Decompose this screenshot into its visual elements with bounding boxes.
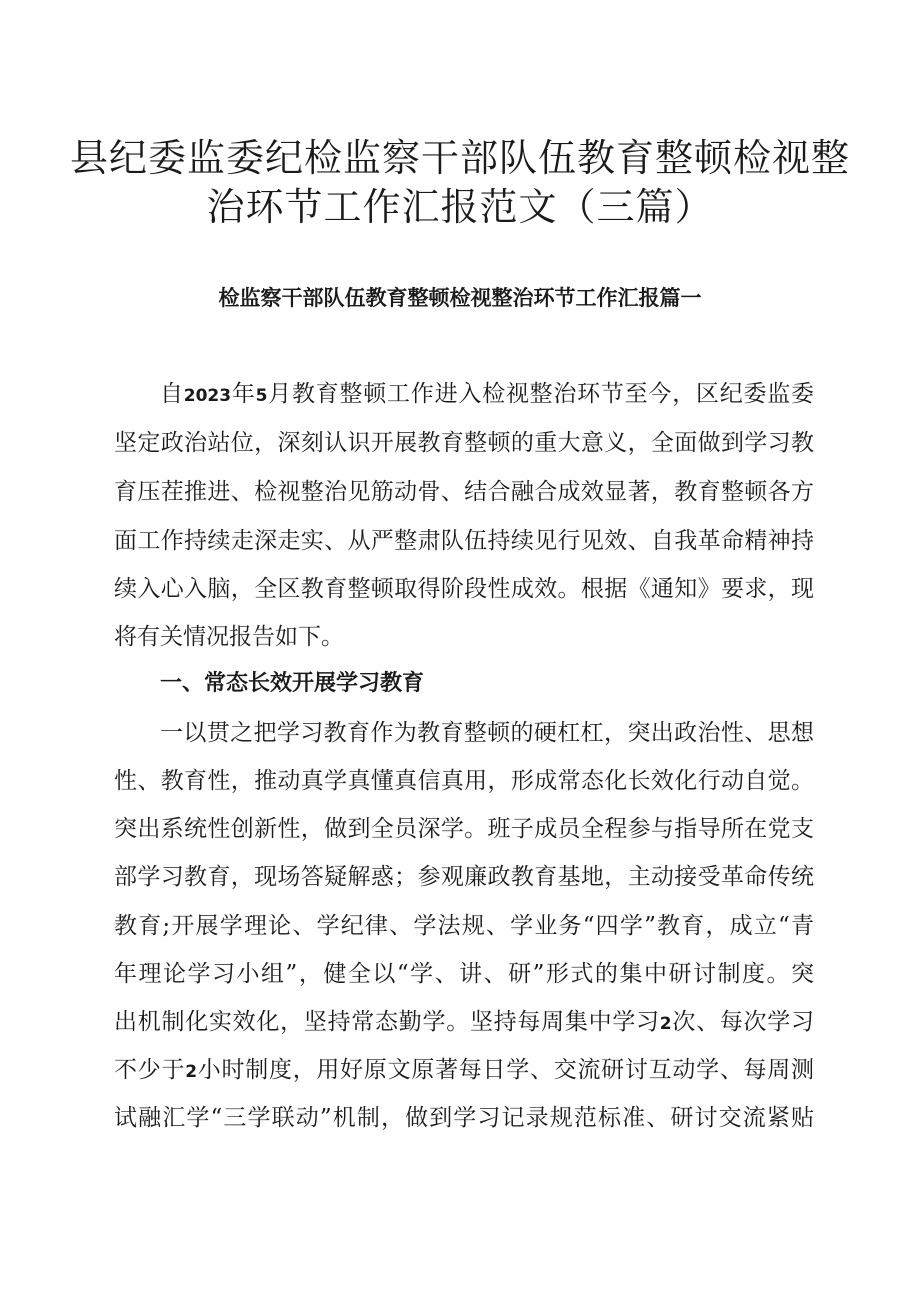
paragraph-2-line-9: 试融汇学“三学联动”机制，做到学习记录规范标准、研讨交流紧贴 — [114, 1105, 814, 1131]
paragraph-2-line-8 — [114, 1054, 814, 1088]
paragraph-1-line-6: 将有关情况报告如下。 — [114, 624, 344, 650]
p1-month: 5 — [255, 386, 268, 406]
p2-text: 不少于 — [114, 1057, 186, 1083]
p2-text: 小时制度，用好原文原著每日学、交流研讨互动学、每周测 — [197, 1057, 815, 1083]
p2-number: 2 — [659, 1014, 672, 1034]
paragraph-1-line-5: 续入心入脑，全区教育整顿取得阶段性成效。根据《通知》要求，现 — [114, 576, 814, 602]
paragraph-1-line-2: 坚定政治站位，深刻认识开展教育整顿的重大意义，全面做到学习教 — [114, 430, 814, 456]
paragraph-1-line-3: 育压茬推进、检视整治见筋动骨、结合融合成效显著，教育整顿各方 — [114, 479, 814, 505]
p1-text: 自 — [160, 381, 184, 407]
p1-text: 年 — [231, 381, 256, 407]
paragraph-2-line-7 — [114, 1006, 814, 1040]
p2-number: 2 — [185, 1062, 198, 1082]
document-title-line-1: 县纪委监委纪检监察干部队伍教育整顿检视整 — [69, 136, 850, 180]
paragraph-2-line-6: 年理论学习小组”，健全以“学、讲、研”形式的集中研讨制度。突 — [114, 961, 814, 987]
paragraph-2-line-2: 性、教育性，推动真学真懂真信真用，形成常态化长效化行动自觉。 — [114, 768, 814, 794]
paragraph-1-line-4: 面工作持续走深走实、从严整肃队伍持续见行见效、自我革命精神持 — [114, 528, 814, 554]
p2-text: 出机制化实效化，坚持常态勤学。坚持每周集中学习 — [114, 1009, 660, 1035]
paragraph-2-line-5: 教育;开展学理论、学纪律、学法规、学业务“四学”教育，成立“青 — [114, 913, 814, 939]
paragraph-2-line-1: 一以贯之把学习教育作为教育整顿的硬杠杠，突出政治性、思想 — [160, 720, 814, 746]
heading-1: 一、常态长效开展学习教育 — [160, 671, 425, 696]
section-title: 检监察干部队伍教育整顿检视整治环节工作汇报篇一 — [218, 286, 702, 310]
paragraph-1-line-1 — [160, 378, 814, 412]
document-title-line-2: 治环节工作汇报范文（三篇） — [206, 185, 714, 229]
p1-text: 月教育整顿工作进入检视整治环节至今，区纪委监委 — [267, 381, 815, 407]
p1-year: 2023 — [183, 386, 232, 406]
paragraph-2-line-4: 部学习教育，现场答疑解惑；参观廉政教育基地，主动接受革命传统 — [114, 864, 814, 890]
paragraph-2-line-3: 突出系统性创新性，做到全员深学。班子成员全程参与指导所在党支 — [114, 816, 814, 842]
p2-text: 次、每次学习 — [671, 1009, 815, 1035]
